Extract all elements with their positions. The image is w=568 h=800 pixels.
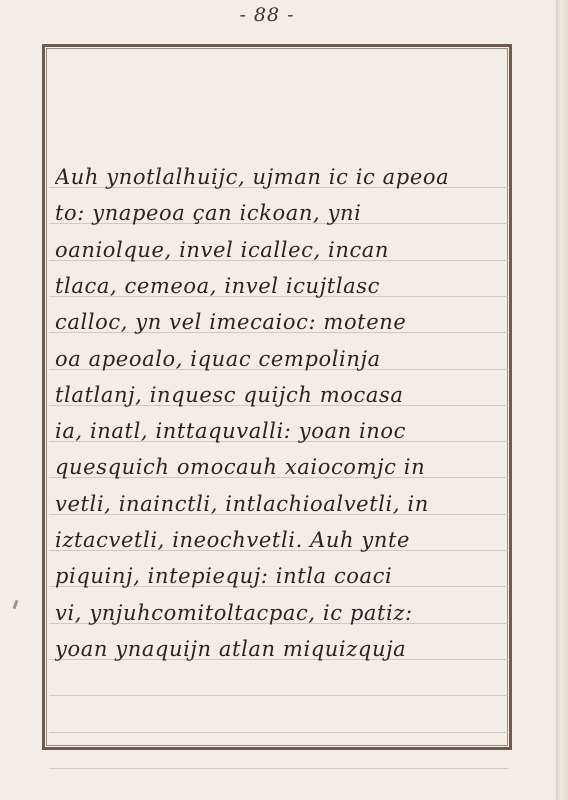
ruled-line	[49, 695, 508, 696]
manuscript-line: ia, inatl, inttaquvalli: yoan inoc	[55, 419, 407, 443]
manuscript-line: vi, ynjuhcomitoltacpac, ic patiz:	[55, 601, 413, 625]
manuscript-line: vetli, inainctli, intlachioalvetli, in	[55, 492, 429, 516]
manuscript-line: quesquich omocauh xaiocomjc in	[55, 455, 426, 479]
manuscript-line: oaniolque, invel icallec, incan	[55, 238, 390, 262]
manuscript-line: tlatlanj, inquesc quijch mocasa	[55, 383, 404, 407]
ruled-line	[49, 732, 508, 733]
manuscript-line: oa apeoalo, iquac cempolinja	[55, 347, 381, 371]
ruled-line	[49, 768, 508, 769]
manuscript-line: piquinj, intepiequj: intla coaci	[55, 564, 393, 588]
manuscript-line: iztacvetli, ineochvetli. Auh ynte	[55, 528, 411, 552]
page-number: - 88 -	[239, 4, 295, 26]
manuscript-line: calloc, yn vel imecaioc: motene	[55, 310, 407, 334]
manuscript-line: yoan ynaquijn atlan miquizquja	[55, 637, 407, 661]
manuscript-line: Auh ynotlalhuijc, ujman ic ic apeoa	[55, 165, 450, 189]
manuscript-line: to: ynapeoa çan ickoan, yni	[55, 201, 362, 225]
manuscript-line: tlaca, cemeoa, invel icujtlasc	[55, 274, 381, 298]
book-gutter	[556, 0, 568, 800]
